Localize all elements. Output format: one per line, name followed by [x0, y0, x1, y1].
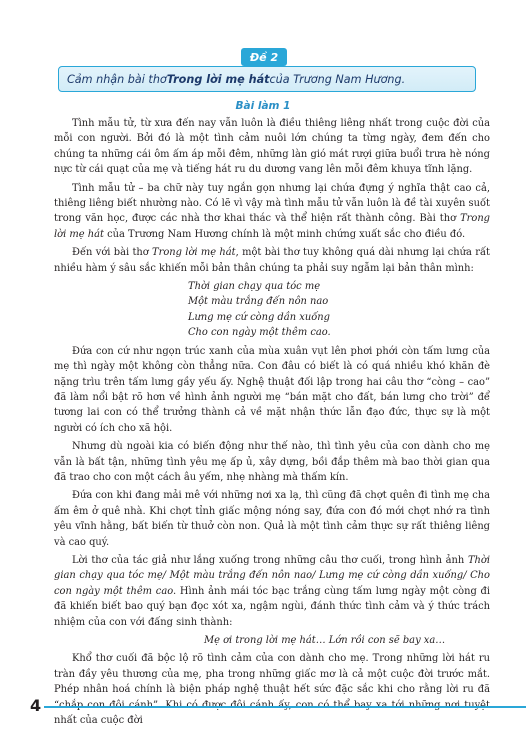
prompt-text-before: Cảm nhận bài thơ	[67, 72, 167, 86]
paragraph-3-text-a: Đến với bài thơ	[72, 247, 153, 259]
paragraph-4: Đứa con cứ như ngọn trúc xanh của mùa xuân vụt lên phơi phới còn tấm lưng của mẹ thì ngày một không còn thẳng nữa. Con đâu có biết là có quá nhiều khó khăn đè nặng trìu trên tấm lưng gầy yếu ấy. Nghệ thuật đối lập trong hai câu thơ “còng – cao” đã làm nổi bật rõ hơn về hình ảnh người mẹ “bán mặt cho đất, bán lưng cho trời” để tương lai con có thể trưởng thành cả về mặt nhận thức lẫn đạo đức, thực sự là một người có ích cho xã hội.	[54, 345, 490, 434]
exercise-badge: Đề 2	[241, 48, 287, 66]
paragraph-2-text-b: của Trương Nam Hương chính là một minh chứng xuất sắc cho điều đó.	[103, 228, 466, 240]
paragraph-2	[54, 181, 490, 243]
essay-body	[54, 116, 490, 731]
quoted-verse: Mẹ ơi trong lời mẹ hát… Lớn rồi con sẽ bay xa…	[204, 635, 446, 646]
paragraph-3-poem-title: Trong lời mẹ hát	[152, 247, 236, 259]
poem-excerpt	[54, 279, 490, 341]
poem-line: Lưng mẹ cứ còng dần xuống	[188, 311, 330, 323]
paragraph-7	[54, 553, 490, 630]
paragraph-2-text-a: Tình mẫu tử – ba chữ này tuy ngắn gọn nhưng lại chứa đựng ý nghĩa thật cao cả, thiêng liêng biết nhường nào. Có lẽ vì vậy mà tình mẫu tử vẫn luôn là đề tài xuyên suốt trong văn học, được các nhà thơ khai thác và thể hiện rất thành công. Bài thơ	[54, 182, 490, 225]
prompt-text-after: của Trương Nam Hương.	[269, 72, 406, 86]
paragraph-7-text-a: Lời thơ của tác giả như lắng xuống trong những câu thơ cuối, trong hình ảnh	[72, 554, 468, 566]
paragraph-3-text-b: , một bài thơ tuy không quá dài nhưng lại chứa rất nhiều hàm ý sâu sắc khiến mỗi bản thân chúng ta phải suy ngẫm lại bản thân mình:	[54, 247, 490, 274]
paragraph-2-poem-title: Trong lời mẹ hát	[54, 213, 490, 240]
essay-prompt	[58, 66, 476, 92]
paragraph-7-quote: Thời gian chạy qua tóc mẹ/ Một màu trắng đến nôn nao/ Lưng mẹ cứ còng dần xuống/ Cho con ngày một thêm cao.	[54, 554, 490, 597]
paragraph-5: Nhưng dù ngoài kia có biến động như thế nào, thì tình yêu của con dành cho mẹ vẫn là bất tận, những tình yêu mẹ ấp ủ, xây dựng, bồi đắp thêm mà bao thời gian qua đã trao cho con một cách âu yếm, nhẹ nhàng mà thấm kín.	[54, 441, 490, 483]
paragraph-1: Tình mẫu tử, từ xưa đến nay vẫn luôn là điều thiêng liêng nhất trong cuộc đời của mỗi con người. Bởi đó là một tình cảm nuôi lớn chúng ta từng ngày, đem đến cho chúng ta những cái ôm ấm áp mỗi đêm, những làn gió mát rượi giữa buổi trưa hè nóng nực từ cái quạt của mẹ và tiếng hát ru du dương vang lên mỗi đêm khuya tĩnh lặng.	[54, 118, 490, 176]
prompt-poem-title: Trong lời mẹ hát	[166, 72, 270, 86]
poem-line: Thời gian chạy qua tóc mẹ	[188, 281, 321, 293]
paragraph-8: Khổ thơ cuối đã bộc lộ rõ tình cảm của con dành cho mẹ. Trong những lời hát ru tràn đầy yêu thương của mẹ, pha trong những giấc mơ là cả một cuộc đời trước mắt. Phép nhân hoá chính là biện pháp nghệ thuật hết sức đặc sắc khi cho rằng lời ru đã nhất của cuộc đời	[54, 653, 490, 727]
poem-line: Một màu trắng đến nôn nao	[188, 296, 329, 308]
footer-divider	[44, 706, 526, 708]
poem-line: Cho con ngày một thêm cao.	[188, 327, 331, 339]
page-number: 4	[30, 696, 42, 715]
paragraph-7-text-b: Hình ảnh mái tóc bạc trắng cùng tấm lưng ngày một còng đi đã khiến biết bao quý bạn đọc xót xa, ngậm ngùi, đánh thức tình cảm và ý thức trách nhiệm của con với đấng sinh thành:	[54, 585, 490, 628]
paragraph-3	[54, 245, 490, 276]
section-title: Bài làm 1	[235, 100, 291, 112]
paragraph-6: Đứa con khi đang mải mê với những nơi xa lạ, thì cũng đã chợt quên đi tình mẹ cha ấm êm ở quê nhà. Khi chợt tỉnh giấc mộng nóng say, đứa con đó mới chợt nhớ ra tình yêu vĩnh hằng, bất biến từ thuở còn non. Quả là một tình cảm thực sự rất thiêng liêng và cao quý.	[54, 490, 490, 548]
